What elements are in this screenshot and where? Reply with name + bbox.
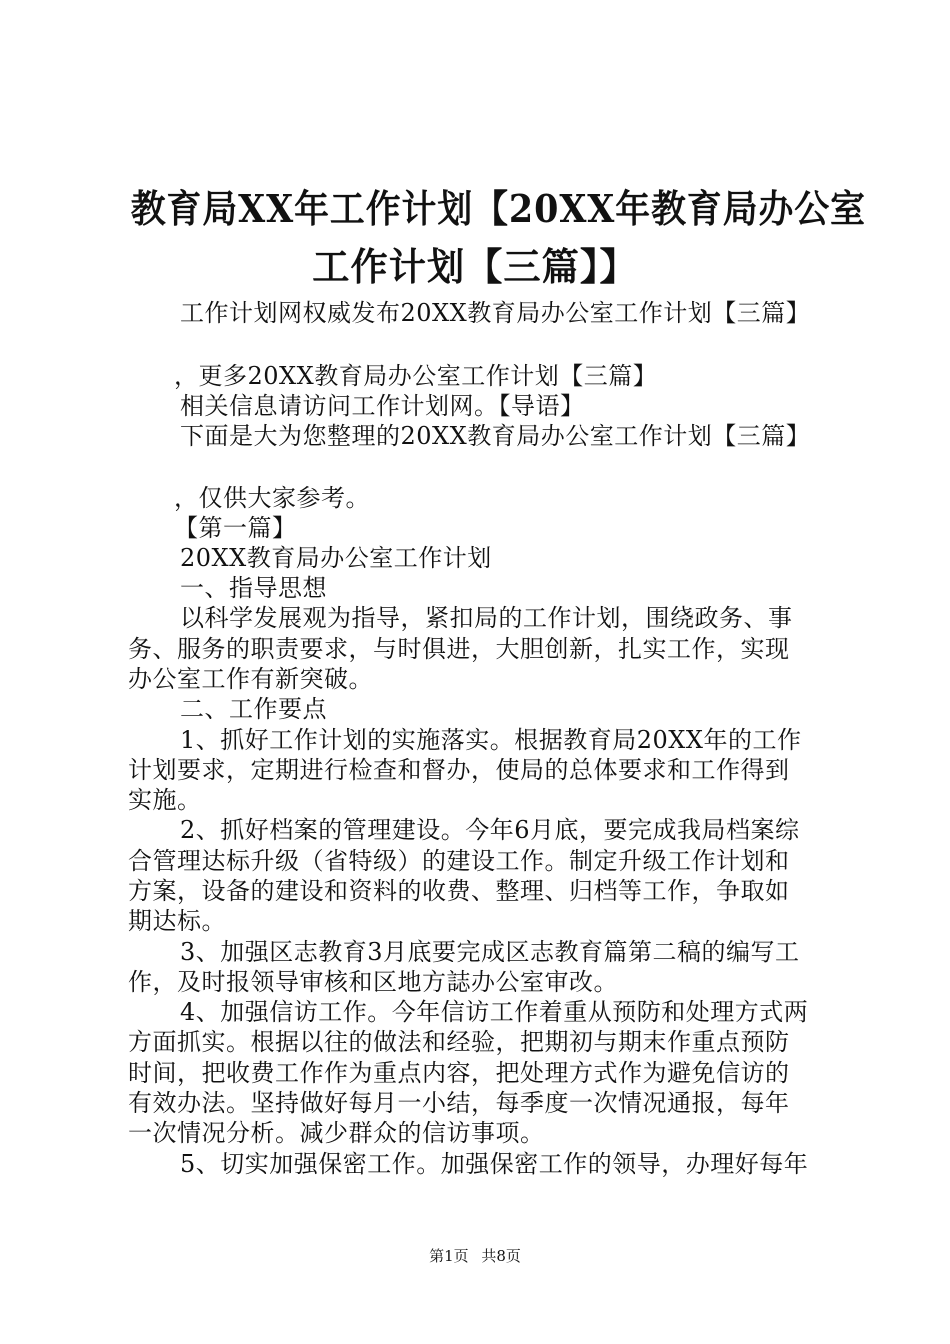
- section-heading: 【第一篇】: [174, 514, 297, 542]
- paragraph-line: 实施。: [128, 786, 202, 814]
- page-total: 共8页: [481, 1247, 521, 1265]
- paragraph-line: 办公室工作有新突破。: [128, 665, 373, 693]
- paragraph-line: 计划要求，定期进行检查和督办，使局的总体要求和工作得到: [128, 756, 790, 784]
- page-footer: [0, 1245, 950, 1266]
- paragraph-line: 时间，把收费工作作为重点内容，把处理方式作为避免信访的: [128, 1059, 790, 1087]
- paragraph-line: 3、加强区志教育3月底要完成区志教育篇第二稿的编写工: [180, 938, 800, 966]
- heading-guiding-ideology: 一、指导思想: [180, 574, 327, 602]
- intro-line: 下面是大为您整理的20XX教育局办公室工作计划【三篇】: [180, 422, 811, 450]
- paragraph-line: 务、服务的职责要求，与时俱进，大胆创新，扎实工作，实现: [128, 635, 790, 663]
- intro-line: ，仅供大家参考。: [174, 484, 370, 512]
- paragraph-line: 一次情况分析。减少群众的信访事项。: [128, 1119, 545, 1147]
- paragraph-line: 有效办法。坚持做好每月一小结，每季度一次情况通报，每年: [128, 1089, 790, 1117]
- paragraph-line: 5、切实加强保密工作。加强保密工作的领导，办理好每年: [180, 1150, 809, 1178]
- paragraph-line: 2、抓好档案的管理建设。今年6月底，要完成我局档案综: [180, 816, 800, 844]
- heading-work-points: 二、工作要点: [180, 695, 327, 723]
- paragraph-line: 期达标。: [128, 907, 226, 935]
- paragraph-line: 合管理达标升级（省特级）的建设工作。制定升级工作计划和: [128, 847, 790, 875]
- section-subtitle: 20XX教育局办公室工作计划: [180, 544, 492, 572]
- paragraph-line: 以科学发展观为指导，紧扣局的工作计划，围绕政务、事: [180, 604, 793, 632]
- paragraph-line: 1、抓好工作计划的实施落实。根据教育局20XX年的工作: [180, 726, 802, 754]
- document-title-line-1: 教育局XX年工作计划【20XX年教育局办公室: [130, 186, 866, 231]
- paragraph-line: 作，及时报领导审核和区地方誌办公室审改。: [128, 968, 618, 996]
- document-title-line-2: 工作计划【三篇】】: [312, 244, 638, 289]
- intro-line: 工作计划网权威发布20XX教育局办公室工作计划【三篇】: [180, 299, 811, 327]
- intro-line: 相关信息请访问工作计划网。【导语】: [180, 392, 585, 420]
- intro-line: ，更多20XX教育局办公室工作计划【三篇】: [174, 362, 658, 390]
- paragraph-line: 4、加强信访工作。今年信访工作着重从预防和处理方式两: [180, 998, 809, 1026]
- paragraph-line: 方案，设备的建设和资料的收费、整理、归档等工作，争取如: [128, 877, 790, 905]
- page-number: 第1页: [429, 1247, 469, 1265]
- paragraph-line: 方面抓实。根据以往的做法和经验，把期初与期末作重点预防: [128, 1028, 790, 1056]
